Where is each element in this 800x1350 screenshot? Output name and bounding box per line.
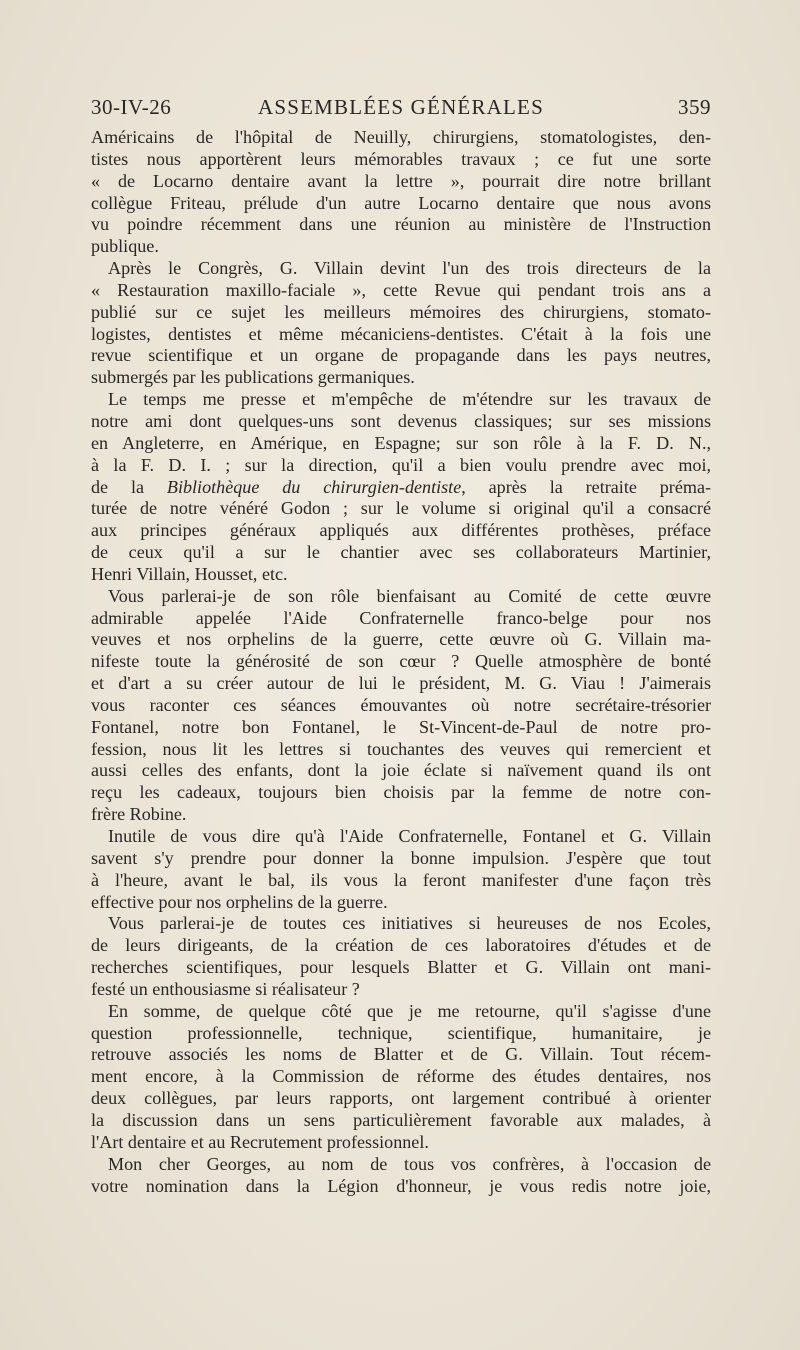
text-line: Le temps me presse et m'empêche de m'étendre sur les travaux de <box>108 389 711 410</box>
text-line: En somme, de quelque côté que je me retourne, qu'il s'agisse d'une <box>108 1000 711 1021</box>
text-line: à la F. D. I. ; sur la direction, qu'il a bien voulu prendre avec moi, <box>91 454 711 475</box>
text-line: submergés par les publications germaniques. <box>91 367 415 388</box>
text-line: logistes, dentistes et même mécaniciens-dentistes. C'était à la fois une <box>91 323 711 344</box>
text-line: Vous parlerai-je de toutes ces initiatives si heureuses de nos Ecoles, <box>108 913 711 934</box>
text-line: veuves et nos orphelins de la guerre, cette œuvre où G. Villain ma- <box>91 629 711 650</box>
text-line: Fontanel, notre bon Fontanel, le St-Vincent-de-Paul de notre pro- <box>91 716 711 737</box>
text-line: deux collègues, par leurs rapports, ont largement contribué à orienter <box>91 1088 711 1109</box>
text-line: Inutile de vous dire qu'à l'Aide Confraternelle, Fontanel et G. Villain <box>108 826 711 846</box>
body-text <box>91 127 711 1197</box>
text-line: revue scientifique et un organe de propagande dans les pays neutres, <box>91 345 711 366</box>
text-line: publié sur ce sujet les meilleurs mémoires des chirurgiens, stomato- <box>91 301 711 322</box>
text-line: recherches scientifiques, pour lesquels Blatter et G. Villain ont mani- <box>91 957 711 978</box>
page-number: 359 <box>678 95 711 119</box>
text-line: tistes nous apportèrent leurs mémorables travaux ; ce fut une sorte <box>91 148 711 169</box>
text-line: aux principes généraux appliqués aux différentes prothèses, préface <box>91 520 711 541</box>
text-line: Mon cher Georges, au nom de tous vos confrères, à l'occasion de <box>108 1153 711 1174</box>
text-line: aussi celles des enfants, dont la joie éclate si naïvement quand ils ont <box>91 760 711 781</box>
text-line: Américains de l'hôpital de Neuilly, chirurgiens, stomatologistes, den- <box>91 127 711 147</box>
header-section-title: ASSEMBLÉES GÉNÉRALES <box>258 95 544 119</box>
text-line: publique. <box>91 236 159 257</box>
text-line: de ceux qu'il a sur le chantier avec ses collaborateurs Martinier, <box>91 542 711 563</box>
text-line: vous raconter ces séances émouvantes où notre secrétaire-trésorier <box>91 694 711 715</box>
text-line: de leurs dirigeants, de la création de ces laboratoires d'études et de <box>91 935 711 956</box>
text-line: admirable appelée l'Aide Confraternelle franco-belge pour nos <box>91 607 711 628</box>
running-header <box>91 92 711 122</box>
text-line: vu poindre récemment dans une réunion au ministère de l'Instruction <box>91 214 711 235</box>
text-line: de la Bibliothèque du chirurgien-dentiste, après la retraite préma- <box>91 476 711 497</box>
text-line: fession, nous lit les lettres si touchantes des veuves qui remercient et <box>91 738 711 759</box>
text-line: collègue Friteau, prélude d'un autre Locarno dentaire que nous avons <box>91 192 711 213</box>
text-line: question professionnelle, technique, scientifique, humanitaire, je <box>91 1022 711 1043</box>
text-line: votre nomination dans la Légion d'honneur, je vous redis notre joie, <box>91 1175 711 1196</box>
text-line: festé un enthousiasme si réalisateur ? <box>91 978 360 999</box>
text-line: « de Locarno dentaire avant la lettre », pourrait dire notre brillant <box>91 170 711 191</box>
italic-title: Bibliothèque du chirurgien-dentiste <box>166 476 462 497</box>
text-line: Vous parlerai-je de son rôle bienfaisant au Comité de cette œuvre <box>108 585 711 606</box>
text-line: ment encore, à la Commission de réforme des études dentaires, nos <box>91 1066 711 1087</box>
text-line: effective pour nos orphelins de la guerre. <box>91 891 388 912</box>
text-line: savent s'y prendre pour donner la bonne impulsion. J'espère que tout <box>91 847 711 868</box>
text-line: notre ami dont quelques-uns sont devenus classiques; sur ses missions <box>91 410 711 431</box>
text-line: en Angleterre, en Amérique, en Espagne; sur son rôle à la F. D. N., <box>91 432 711 453</box>
text-line: turée de notre vénéré Godon ; sur le volume si original qu'il a consacré <box>91 498 711 519</box>
text-line: et d'art a su créer autour de lui le président, M. G. Viau ! J'aimerais <box>91 673 711 694</box>
text-line: à l'heure, avant le bal, ils vous la feront manifester d'une façon très <box>91 869 711 890</box>
text-line: Après le Congrès, G. Villain devint l'un des trois directeurs de la <box>108 258 711 279</box>
text-line: frère Robine. <box>91 804 187 825</box>
text-line: nifeste toute la générosité de son cœur ? Quelle atmosphère de bonté <box>91 651 711 672</box>
text-line: la discussion dans un sens particulièrement favorable aux malades, à <box>91 1109 711 1130</box>
text-line: Henri Villain, Housset, etc. <box>91 563 288 584</box>
text-line: retrouve associés les noms de Blatter et de G. Villain. Tout récem- <box>91 1044 711 1065</box>
text-line: reçu les cadeaux, toujours bien choisis par la femme de notre con- <box>91 782 711 803</box>
text-line: « Restauration maxillo-faciale », cette Revue qui pendant trois ans a <box>91 279 711 300</box>
header-date: 30-IV-26 <box>91 95 172 119</box>
text-line: l'Art dentaire et au Recrutement professionnel. <box>91 1131 429 1152</box>
